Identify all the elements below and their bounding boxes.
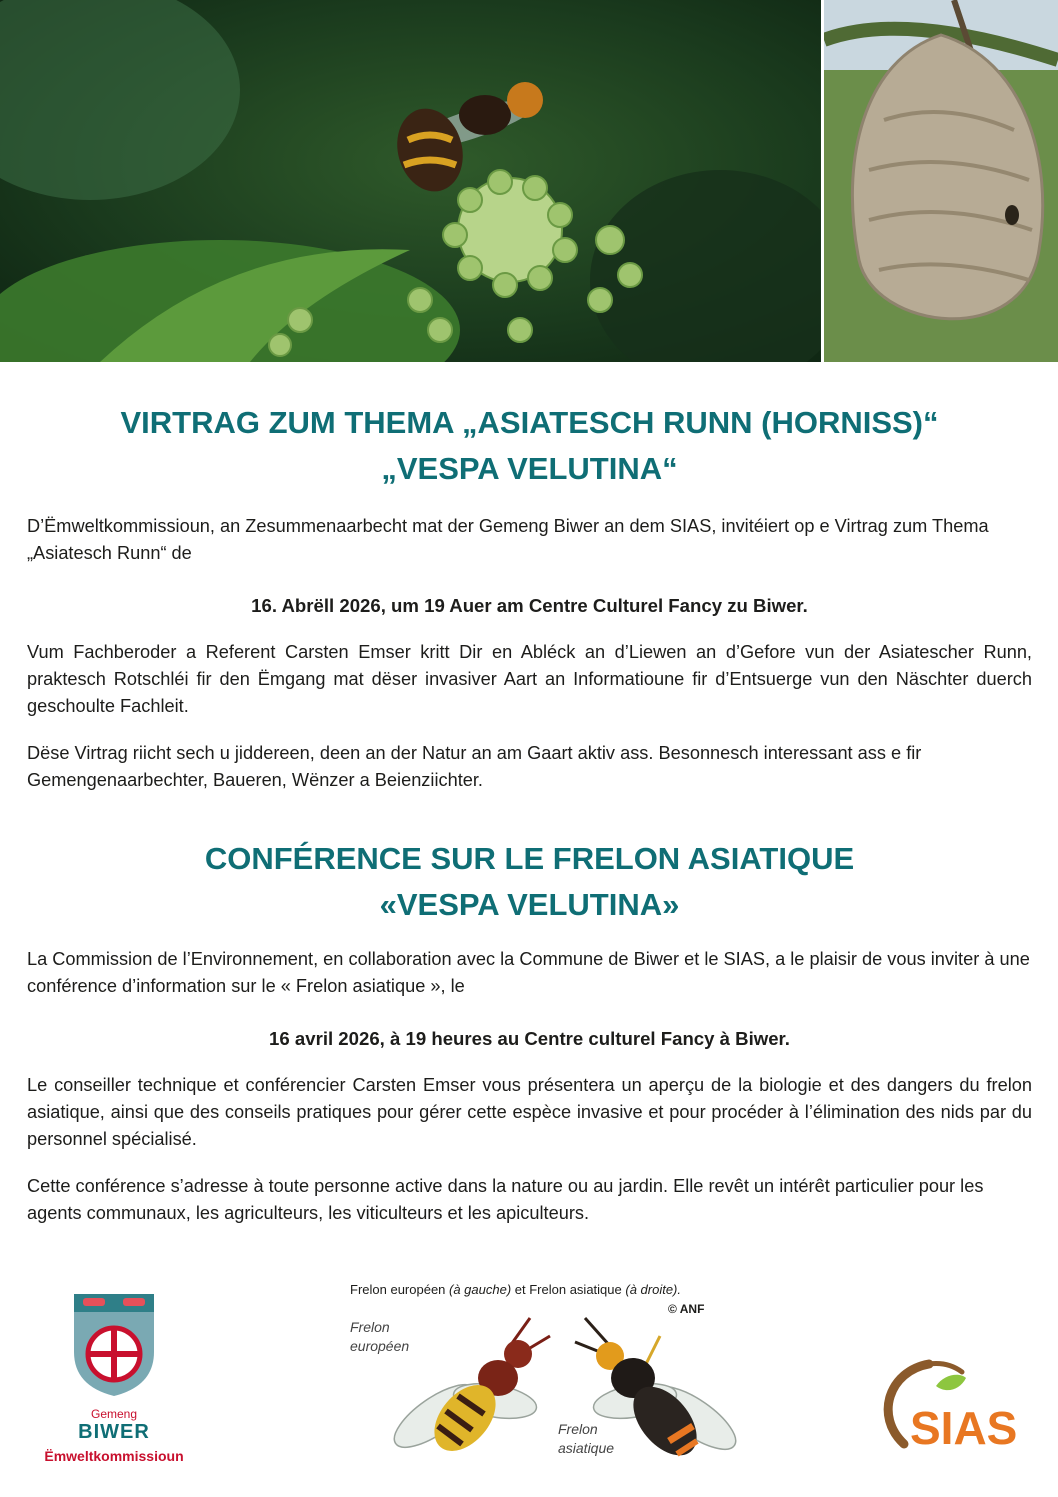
lb-date: 16. Abrëll 2026, um 19 Auer am Centre Culturel Fancy zu Biwer. xyxy=(251,595,808,616)
biwer-coat-of-arms-icon xyxy=(69,1290,159,1398)
lb-title-line2: „VESPA VELUTINA“ xyxy=(381,451,678,486)
fr-section xyxy=(27,836,1032,928)
sias-swoosh-icon xyxy=(874,1356,1039,1456)
lb-body xyxy=(27,513,1032,794)
biwer-commission: Ëmweltkommissioun xyxy=(44,1448,184,1464)
fr-body1: Le conseiller technique et conférencier Carsten Emser vous présentera un aperçu de la biologie et des dangers du frelon asiatique, ainsi que des conseils pratiques pour gérer cette espèce invasive et pour procéder à l’élimination des nids par du personnel spécialisé. xyxy=(27,1075,1032,1149)
fr-body xyxy=(27,946,1032,1227)
illustration-caption: Frelon européen (à gauche) et Frelon asiatique (à droite). xyxy=(350,1282,681,1297)
sias-logo xyxy=(874,1356,1039,1456)
fr-date: 16 avril 2026, à 19 heures au Centre culturel Fancy à Biwer. xyxy=(269,1028,790,1049)
lb-title xyxy=(27,400,1032,492)
fr-title-line2: «VESPA VELUTINA» xyxy=(379,887,680,922)
fr-title-line1: CONFÉRENCE SUR LE FRELON ASIATIQUE xyxy=(204,841,855,876)
lb-intro: D’Ëmweltkommissioun, an Zesummenaarbecht mat der Gemeng Biwer an dem SIAS, invitéiert op e Virtrag zum Thema „Asiatesch Runn“ de xyxy=(27,516,989,563)
lb-body1: Vum Fachberoder a Referent Carsten Emser kritt Dir en Abléck an d’Liewen an d’Gefore vun der Asiatescher Runn, praktesch Rotschléi fir den Ëmgang mat dëser invasiver Aart an Informatioune fir d’Entsuerge vun den Näschter duerch geschoulte Fachleit. xyxy=(27,642,1032,716)
asian-hornet-icon xyxy=(565,1306,755,1481)
biwer-gemeng: Gemeng xyxy=(90,1407,138,1421)
biwer-name: BIWER xyxy=(78,1421,150,1443)
biwer-logo xyxy=(40,1290,188,1480)
lb-body2: Dëse Virtrag riicht sech u jiddereen, deen an der Natur an am Gaart aktiv ass. Besonnesch interessant ass e fir Gemengenaarbechter, Baueren, Wënzer a Beienziichter. xyxy=(27,743,922,790)
illustration-copyright: © ANF xyxy=(668,1302,705,1316)
lb-title-line1: VIRTRAG ZUM THEMA „ASIATESCH RUNN (HORNISS)“ xyxy=(120,405,939,440)
fr-title xyxy=(27,836,1032,928)
lb-section xyxy=(27,400,1032,492)
sias-name: SIAS xyxy=(910,1402,1018,1454)
european-hornet-icon xyxy=(380,1306,560,1481)
label-european: Frelon européen xyxy=(350,1319,410,1354)
hornet-photo xyxy=(0,0,821,362)
hornet-illustration xyxy=(340,1278,760,1488)
fr-intro: La Commission de l’Environnement, en collaboration avec la Commune de Biwer et le SIAS, a le plaisir de vous inviter à une conférence d’information sur le « Frelon asiatique », le xyxy=(27,949,1030,996)
fr-body2: Cette conférence s’adresse à toute personne active dans la nature ou au jardin. Elle revêt un intérêt particulier pour les agents communaux, les agriculteurs, les viticulteurs et les apiculteurs. xyxy=(27,1176,984,1223)
label-asian: Frelon asiatique xyxy=(558,1421,615,1456)
nest-photo xyxy=(824,0,1058,362)
